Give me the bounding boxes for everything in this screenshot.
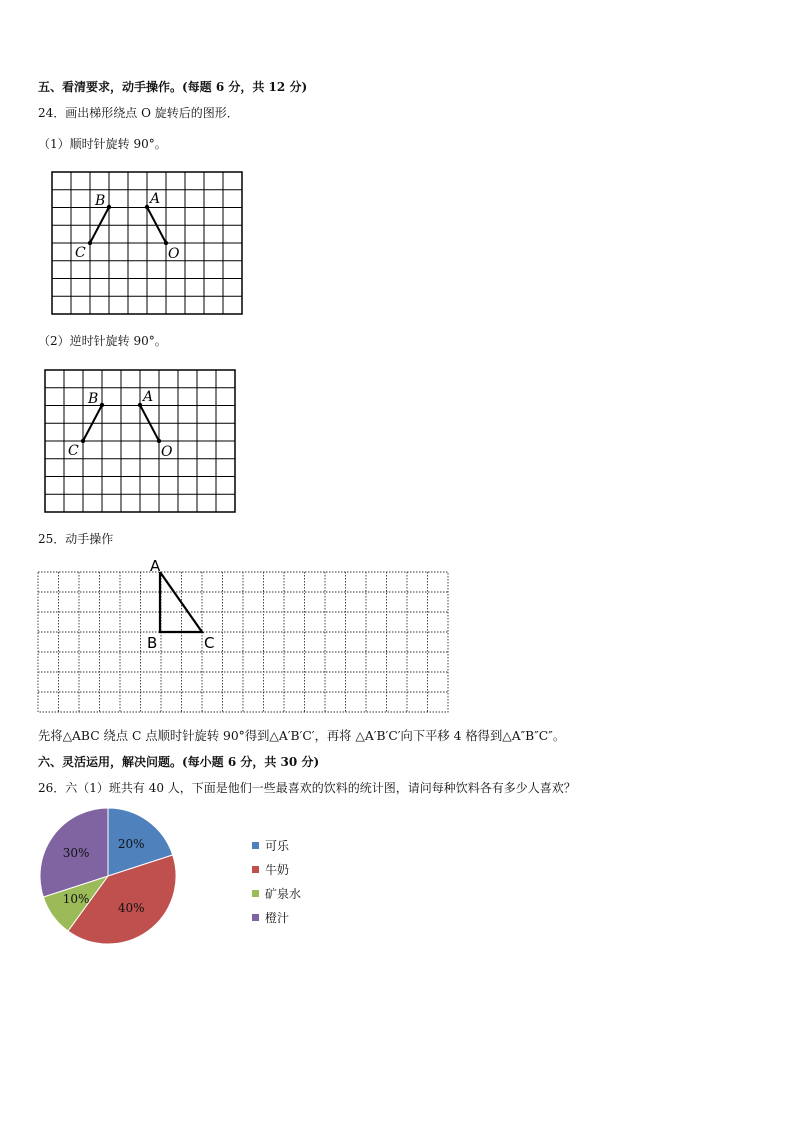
q24-part2: （2）逆时针旋转 90°。 (38, 334, 167, 348)
legend-item (252, 857, 301, 881)
legend-label: 矿泉水 (265, 886, 302, 901)
legend-item (252, 905, 301, 929)
legend-label: 可乐 (265, 838, 290, 853)
grid-figure-2 (43, 368, 239, 516)
legend-swatch (252, 914, 259, 921)
label-b-2: B (88, 391, 99, 407)
label-a-2: A (143, 389, 154, 405)
tri-label-b: B (147, 634, 158, 652)
label-o-2: O (161, 444, 173, 460)
label-c-1: C (75, 245, 86, 261)
q24-part1: （1）顺时针旋转 90°。 (38, 137, 167, 151)
pie-data-label: 30% (62, 845, 90, 860)
label-a-1: A (150, 191, 161, 207)
dotted-grid-figure (36, 560, 452, 718)
legend-swatch (252, 866, 259, 873)
q26-stem: 26．六（1）班共有 40 人，下面是他们一些最喜欢的饮料的统计图，请问每种饮料各有多少人喜欢？ (38, 781, 576, 795)
q25-stem: 25．动手操作 (38, 532, 114, 546)
triangle-abc (160, 572, 202, 632)
section5-heading: 五、看清要求，动手操作。(每题 6 分，共 12 分) (38, 80, 308, 94)
section6-heading: 六、灵活运用，解决问题。(每小题 6 分，共 30 分) (38, 755, 320, 769)
pie-chart (36, 804, 186, 954)
legend-item (252, 881, 301, 905)
grid-2-lines (45, 370, 235, 512)
label-c-2: C (68, 443, 79, 459)
legend-label: 牛奶 (265, 862, 290, 877)
label-b-1: B (95, 193, 106, 209)
legend-item (252, 833, 301, 857)
tri-label-a: A (150, 560, 161, 575)
pie-data-label: 10% (62, 892, 90, 907)
pie-data-label: 40% (117, 900, 145, 915)
pie-data-label: 20% (117, 837, 145, 852)
grid-figure-1 (50, 170, 246, 318)
q24-stem: 24．画出梯形绕点 O 旋转后的图形． (38, 106, 239, 120)
dotted-grid-lines (38, 572, 448, 712)
label-o-1: O (168, 246, 180, 262)
legend-swatch (252, 890, 259, 897)
grid-1-lines (52, 172, 242, 314)
legend-swatch (252, 842, 259, 849)
legend-label: 橙汁 (265, 910, 290, 925)
pie-legend (252, 833, 301, 929)
q25-instruction: 先将△ABC 绕点 C 点顺时针旋转 90°得到△A′B′C′，再将 △A′B′C′向下平移 4 格得到△A″B″C″。 (38, 729, 566, 743)
tri-label-c: C (204, 634, 215, 652)
